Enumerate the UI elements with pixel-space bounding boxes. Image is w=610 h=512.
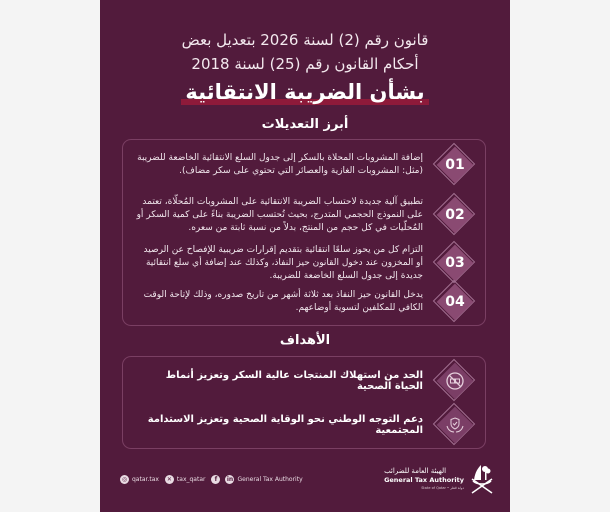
logo-text <box>384 467 464 491</box>
infographic-poster <box>100 0 510 512</box>
objective-badge <box>433 403 477 447</box>
linkedin-icon: in <box>226 476 234 483</box>
x-link[interactable] <box>165 475 206 484</box>
amendment-text: التزام كل من يحوز سلعًا انتقائية بتقديم إقرارات ضريبية للإفصاح عن الرصيد أو المخزون عند دخول القانون حيز النفاذ، وكذلك عند إضافة أي سلع انتقائية جديدة إلى جدول السلع الخاضعة للضريبة. <box>143 244 423 281</box>
item-number: 04 <box>445 294 465 310</box>
objective-item <box>123 359 485 403</box>
title-block <box>100 28 510 106</box>
amendment-item <box>123 188 485 242</box>
logo-arabic: الهيئة العامة للضرائب <box>384 467 447 475</box>
instagram-icon: ◎ <box>121 476 128 483</box>
item-number: 03 <box>445 255 465 271</box>
objective-text: الحد من استهلاك المنتجات عالية السكر وتعزيز أنماط الحياة الصحية <box>165 370 423 392</box>
objective-badge <box>433 359 477 403</box>
linkedin-handle: General Tax Authority <box>237 476 303 483</box>
number-badge <box>433 280 477 324</box>
qatar-emblem-icon <box>469 462 495 496</box>
footer <box>100 462 510 502</box>
gta-logo <box>384 462 495 496</box>
number-badge <box>433 193 477 237</box>
objectives-heading: الأهداف <box>279 333 331 348</box>
social-links <box>120 475 309 484</box>
facebook-link[interactable] <box>211 475 223 484</box>
main-title-wrap <box>181 78 428 106</box>
amendment-item <box>123 145 485 185</box>
x-handle: tax_qatar <box>176 476 206 483</box>
logo-english: General Tax Authority <box>384 476 464 484</box>
amendment-text: إضافة المشروبات المحلاة بالسكر إلى جدول السلع الانتقائية الخاضعة للضريبة (مثل: المشروبات الغازية والعصائر التي تحتوي على سكر مضاف). <box>137 153 423 176</box>
objective-text: دعم التوجه الوطني نحو الوقاية الصحية وتعزيز الاستدامة المجتمعية <box>147 414 423 436</box>
item-number: 02 <box>445 207 465 223</box>
number-badge <box>433 143 477 187</box>
main-title: بشأن الضريبة الانتقائية <box>185 80 425 104</box>
item-number: 01 <box>445 157 465 173</box>
amendment-item <box>123 282 485 322</box>
no-sugar-icon <box>445 371 465 391</box>
instagram-handle: qatar.tax <box>132 476 159 483</box>
number-badge <box>433 241 477 285</box>
facebook-icon: f <box>211 475 220 484</box>
instagram-link[interactable] <box>120 475 159 484</box>
amendment-text: يدخل القانون حيز النفاذ بعد ثلاثة أشهر من تاريخ صدوره، وذلك لإتاحة الوقت الكافي للمكلفين لتسوية أوضاعهم. <box>143 290 423 313</box>
amendment-text: تطبيق آلية جديدة لاحتساب الضريبة الانتقائية على المشروبات المُحلّاة، تعتمد على النموذج الحجمي المتدرج، بحيث تُحتسب الضريبة بناءً على كمية السكر أو المُحلّيات في كل حجم من المنتج، بدلاً من نسبة ثابتة من سعره. <box>136 196 423 233</box>
amendments-card <box>122 139 486 326</box>
title-line-1: قانون رقم (2) لسنة 2026 بتعديل بعض <box>181 31 429 49</box>
amendments-heading: أبرز التعديلات <box>261 117 349 132</box>
objective-item <box>123 403 485 447</box>
objectives-card <box>122 356 486 449</box>
title-line-2: أحكام القانون رقم (25) لسنة 2018 <box>191 55 419 73</box>
logo-subtitle: State of Qatar • دولة قطر <box>421 486 464 490</box>
x-icon: ✕ <box>166 476 172 483</box>
health-protection-icon <box>445 415 465 435</box>
linkedin-link[interactable] <box>225 475 302 484</box>
